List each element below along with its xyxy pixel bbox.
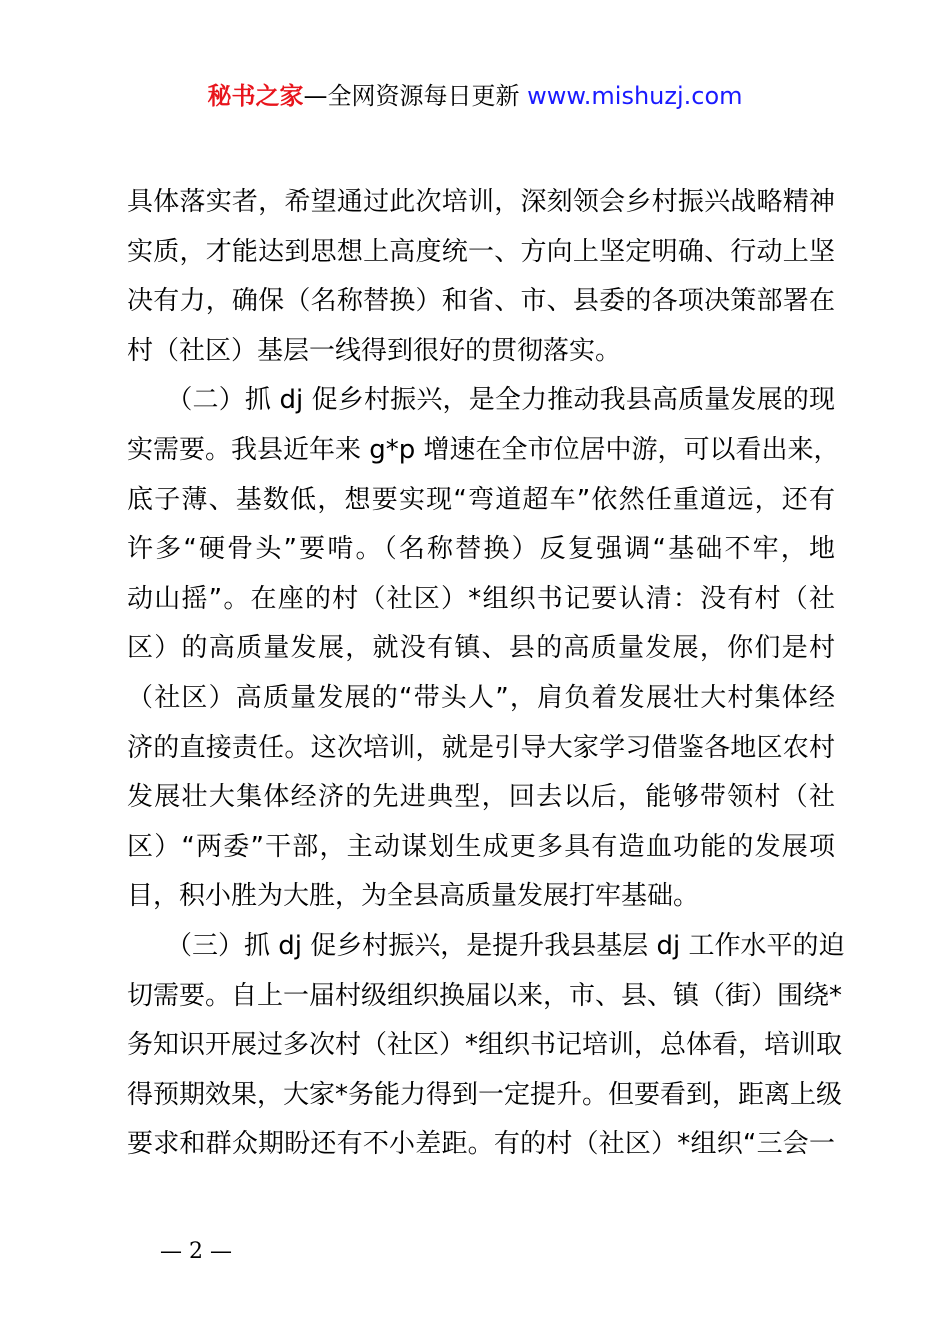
text-line: 济的直接责任。这次培训，就是引导大家学习借鉴各地区农村 (127, 732, 835, 763)
brand-name: 秘书之家 (207, 82, 304, 110)
text-line: 许多“硬骨头”要啃。（名称替换）反复强调“基础不牢，地 (127, 534, 835, 565)
text-line: （三）抓 dj 促乡村振兴，是提升我县基层 dj 工作水平的迫 (127, 930, 845, 961)
text-line: 要求和群众期盼还有不小差距。有的村（社区）*组织“三会一 (127, 1129, 835, 1160)
text-line: 村（社区）基层一线得到很好的贯彻落实。 (127, 335, 622, 366)
text-line: 实质，才能达到思想上高度统一、方向上坚定明确、行动上坚 (127, 236, 835, 267)
text-line: 务知识开展过多次村（社区）*组织书记培训，总体看，培训取 (127, 1030, 843, 1061)
text-line: （社区）高质量发展的“带头人”，肩负着发展壮大村集体经 (127, 682, 835, 713)
text-line: 实需要。我县近年来 g*p 增速在全市位居中游，可以看出来， (127, 434, 840, 465)
text-line: 目，积小胜为大胜，为全县高质量发展打牢基础。 (127, 881, 700, 912)
document-body (127, 178, 845, 1170)
banner-tagline: —全网资源每日更新 (303, 82, 520, 110)
page-number: — 2 — (160, 1239, 232, 1264)
text-line: 得预期效果，大家*务能力得到一定提升。但要看到，距离上级 (127, 1079, 843, 1110)
text-line: 发展壮大集体经济的先进典型，回去以后，能够带领村（社 (127, 782, 835, 813)
text-line: （二）抓 dj 促乡村振兴，是全力推动我县高质量发展的现 (127, 385, 835, 416)
text-line: 动山摇”。在座的村（社区）*组织书记要认清：没有村（社 (127, 583, 835, 614)
site-banner (0, 78, 950, 114)
text-line: 区）的高质量发展，就没有镇、县的高质量发展，你们是村 (127, 633, 835, 664)
text-line: 具体落实者，希望通过此次培训，深刻领会乡村振兴战略精神 (127, 187, 835, 217)
text-line: 底子薄、基数低，想要实现“弯道超车”依然任重道远，还有 (127, 484, 835, 515)
text-line: 切需要。自上一届村级组织换届以来，市、县、镇（街）围绕* (127, 980, 843, 1011)
site-url-link[interactable]: www.mishuzj.com (527, 82, 743, 110)
text-line: 区）“两委”干部，主动谋划生成更多具有造血功能的发展项 (127, 831, 835, 862)
text-line: 决有力，确保（名称替换）和省、市、县委的各项决策部署在 (127, 286, 835, 317)
